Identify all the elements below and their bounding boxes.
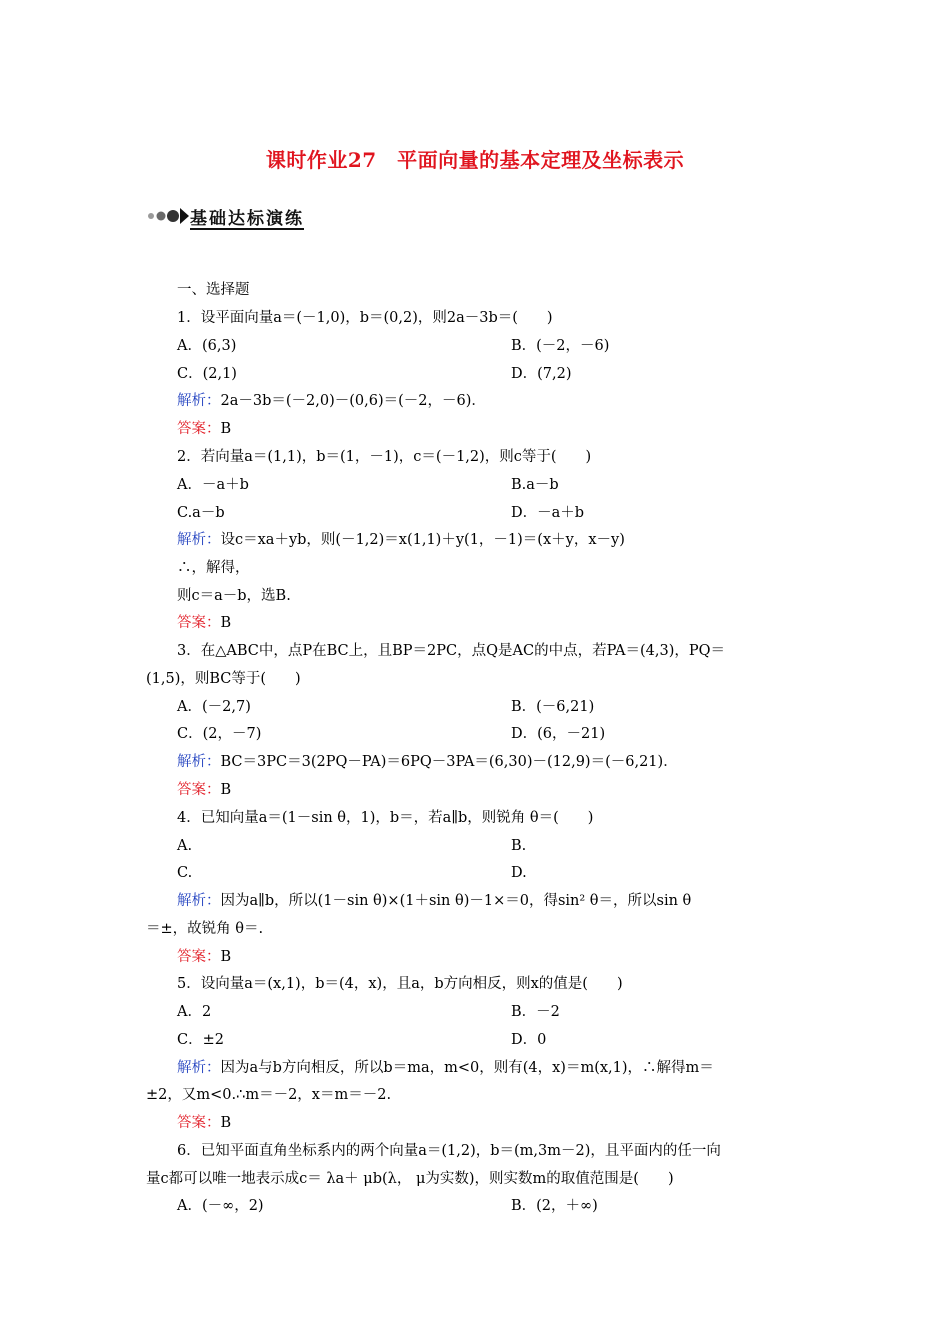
question-stem: 1．设平面向量a＝(－1,0)，b＝(0,2)，则2a－3b＝( ) (177, 310, 553, 326)
analysis-text: 设c＝xa＋yb，则(－1,2)＝x(1,1)＋y(1，－1)＝(x＋y，x－y) (220, 532, 625, 548)
option-c: C. (177, 865, 193, 881)
analysis-text: 则c＝a－b，选B. (177, 588, 291, 604)
option-d: D．(6，－21) (511, 726, 606, 742)
analysis-label: 解析： (177, 393, 221, 409)
option-c: C．±2 (177, 1032, 224, 1048)
option-b: B．(－2，－6) (511, 338, 610, 354)
option-b: B．(－6,21) (511, 699, 595, 715)
question-stem: 6．已知平面直角坐标系内的两个向量a＝(1,2)，b＝(m,3m－2)，且平面内的任一向 (177, 1143, 721, 1159)
analysis-line (177, 891, 691, 911)
option-a: A．－a＋b (177, 477, 249, 493)
analysis-text-continued: ±2，又m<0.∴m＝－2，x＝m＝－2. (146, 1087, 392, 1103)
option-b: B. (511, 838, 527, 854)
option-d: D．－a＋b (511, 505, 585, 521)
analysis-label: 解析： (177, 1060, 221, 1076)
answer-line (177, 947, 231, 967)
question-stem-continued: (1,5)，则BC等于( ) (146, 671, 301, 687)
bullet-arrow-icon (146, 203, 190, 229)
page-title: 课时作业27 平面向量的基本定理及坐标表示 (265, 148, 685, 172)
option-c: C.a－b (177, 505, 225, 521)
option-b: B.a－b (511, 477, 559, 493)
answer-label: 答案： (177, 421, 221, 437)
option-b: B．－2 (511, 1004, 560, 1020)
answer-value: B (220, 421, 232, 437)
option-c: C．(2,1) (177, 366, 237, 382)
option-a: A．(－2,7) (177, 699, 251, 715)
analysis-text: 因为a与b方向相反，所以b＝ma，m<0，则有(4，x)＝m(x,1)，∴解得m＝ (220, 1060, 714, 1076)
section-header-label: 基础达标演练 (190, 209, 304, 229)
answer-label: 答案： (177, 782, 221, 798)
analysis-line (177, 752, 678, 772)
analysis-text: 2a－3b＝(－2,0)－(0,6)＝(－2，－6)． (220, 393, 486, 409)
question-stem: 5．设向量a＝(x,1)，b＝(4，x)，且a，b方向相反，则x的值是( ) (177, 976, 623, 992)
analysis-line (177, 530, 625, 550)
answer-line (177, 1113, 231, 1133)
answer-line (177, 419, 231, 439)
answer-line (177, 613, 231, 633)
answer-value: B (220, 782, 232, 798)
analysis-text: BC＝3PC＝3(2PQ－PA)＝6PQ－3PA＝(6,30)－(12,9)＝(－6,21)． (220, 754, 678, 770)
analysis-label: 解析： (177, 754, 221, 770)
answer-value: B (220, 615, 232, 631)
option-d: D. (511, 865, 527, 881)
analysis-text: ∴，解得， (177, 560, 250, 576)
answer-value: B (220, 1115, 232, 1131)
option-d: D．(7,2) (511, 366, 572, 382)
answer-value: B (220, 949, 232, 965)
analysis-line (177, 391, 486, 411)
analysis-label: 解析： (177, 893, 221, 909)
section-type-heading: 一、选择题 (177, 282, 250, 298)
question-stem: 3．在△ABC中，点P在BC上，且BP＝2PC，点Q是AC的中点，若PA＝(4,3)，PQ＝ (177, 643, 725, 659)
option-c: C．(2，－7) (177, 726, 262, 742)
analysis-text-continued: ＝±，故锐角 θ＝. (146, 921, 264, 937)
option-a: A. (177, 838, 193, 854)
answer-line (177, 780, 231, 800)
question-stem: 2．若向量a＝(1,1)，b＝(1，－1)，c＝(－1,2)，则c等于( ) (177, 449, 592, 465)
answer-label: 答案： (177, 1115, 221, 1131)
option-a: A．2 (177, 1004, 212, 1020)
analysis-label: 解析： (177, 532, 221, 548)
question-stem: 4．已知向量a＝(1－sin θ，1)，b＝，若a∥b，则锐角 θ＝( ) (177, 810, 594, 826)
option-a: A．(－∞，2) (177, 1198, 264, 1214)
option-d: D．0 (511, 1032, 547, 1048)
option-b: B．(2，＋∞) (511, 1198, 598, 1214)
option-a: A．(6,3) (177, 338, 237, 354)
question-stem-continued: 量c都可以唯一地表示成c＝ λa＋ μb(λ， μ为实数)，则实数m的取值范围是( ) (146, 1171, 674, 1187)
answer-label: 答案： (177, 615, 221, 631)
analysis-text: 因为a∥b，所以(1－sin θ)×(1＋sin θ)－1×＝0，得sin² θ＝，所以sin θ (220, 893, 692, 909)
answer-label: 答案： (177, 949, 221, 965)
analysis-line (177, 1058, 714, 1078)
